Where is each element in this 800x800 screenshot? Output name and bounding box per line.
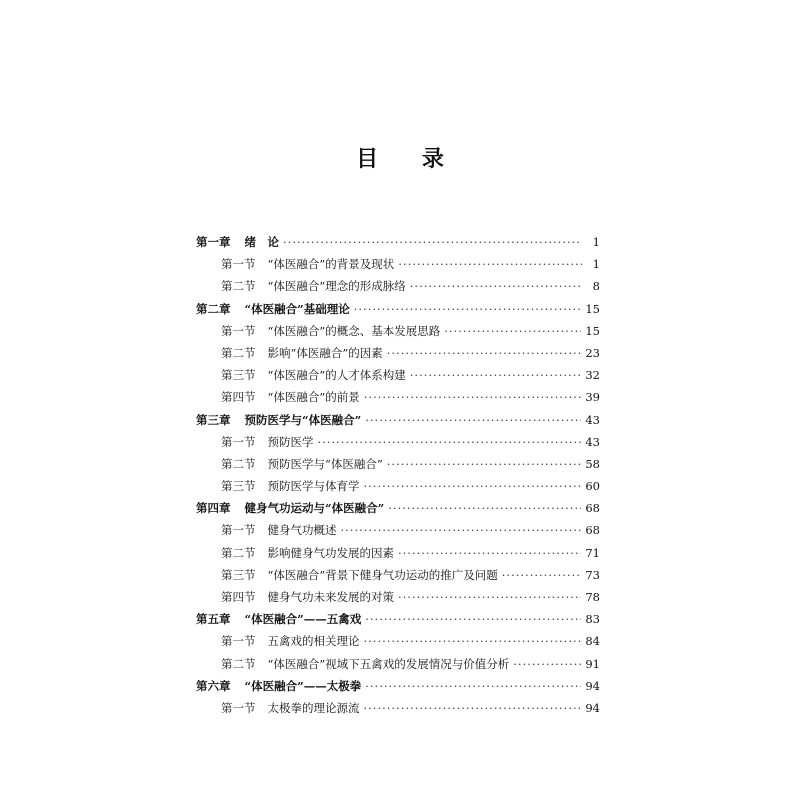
toc-entry-title: 健身气功概述: [267, 523, 337, 538]
toc-entry-label: 第一节: [221, 700, 256, 715]
toc-entry-page-number: 8: [592, 279, 600, 294]
dot-leader: [283, 231, 582, 253]
toc-entry-page-number: 71: [585, 545, 600, 560]
toc-entry-title: “体医融合”的人才体系构建: [267, 368, 406, 383]
toc-entry-title: 预防医学: [267, 434, 314, 449]
toc-entry-page-number: 15: [585, 323, 600, 338]
dot-leader: [398, 253, 582, 275]
toc-entry-label: 第一节: [221, 323, 256, 338]
toc-entry-page-number: 83: [585, 612, 600, 627]
toc-entry-title: “体医融合”的背景及现状: [267, 257, 395, 272]
toc-entry-title: “体医融合”基础理论: [244, 301, 350, 316]
dot-leader: [354, 298, 582, 320]
toc-entry-label: 第四节: [221, 390, 256, 405]
toc-entry-page-number: 91: [585, 656, 600, 671]
toc-entry-title: “体医融合”的前景: [267, 390, 360, 405]
toc-entry-label: 第二节: [221, 345, 256, 360]
dot-leader: [388, 497, 581, 519]
toc-entry-label: 第二节: [221, 656, 256, 671]
toc-entry-title: “体医融合”的概念、基本发展思路: [267, 323, 441, 338]
toc-entry-page-number: 39: [585, 390, 600, 405]
toc-entry-page-number: 84: [585, 634, 600, 649]
toc-section-entry: [196, 519, 600, 541]
toc-entry-label: 第三节: [221, 368, 256, 383]
toc-entry-title: 影响健身气功发展的因素: [267, 545, 394, 560]
toc-entry-label: 第三节: [221, 567, 256, 582]
toc-entry-title: 五禽戏的相关理论: [267, 634, 360, 649]
dot-leader: [364, 475, 582, 497]
toc-section-entry: [196, 586, 600, 608]
toc-entry-title: 绪 论: [244, 235, 279, 249]
dot-leader: [318, 431, 582, 453]
toc-entry-page-number: 68: [585, 501, 600, 516]
toc-section-entry: [196, 253, 600, 275]
dot-leader: [387, 453, 582, 475]
dot-leader: [365, 608, 581, 630]
toc-entry-label: 第二节: [221, 279, 256, 294]
toc-entry-label: 第五章: [196, 612, 231, 627]
toc-entry-title: 太极拳的理论源流: [267, 700, 360, 715]
toc-section-entry: [196, 564, 600, 586]
toc-entry-page-number: 73: [585, 567, 600, 582]
toc-entry-page-number: 94: [585, 678, 600, 693]
toc-entry-title: “体医融合”——五禽戏: [244, 612, 362, 627]
toc-entry-label: 第一节: [221, 634, 256, 649]
toc-chapter-entry: [196, 675, 600, 697]
toc-entry-title: 健身气功运动与“体医融合”: [244, 501, 385, 516]
dot-leader: [502, 564, 582, 586]
toc-entry-label: 第六章: [196, 678, 231, 693]
toc-entry-title: 预防医学与“体医融合”: [267, 456, 383, 471]
toc-entry-label: 第一节: [221, 257, 256, 272]
toc-entry-page-number: 23: [585, 345, 600, 360]
toc-entry-page-number: 1: [592, 257, 600, 272]
toc-entry-title: 预防医学与“体医融合”: [244, 412, 362, 427]
dot-leader: [398, 586, 581, 608]
toc-chapter-entry: [196, 497, 600, 519]
toc-entry-label: 第三节: [221, 479, 256, 494]
dot-leader: [364, 630, 582, 652]
toc-section-entry: [196, 542, 600, 564]
toc-chapter-entry: [196, 409, 600, 431]
toc-entry-title: 预防医学与体育学: [267, 479, 360, 494]
toc-entry-label: 第四章: [196, 501, 231, 516]
toc-entry-page-number: 68: [585, 523, 600, 538]
toc-entry-title: “体医融合”理念的形成脉络: [267, 279, 406, 294]
table-of-contents: [196, 231, 600, 719]
dot-leader: [444, 320, 581, 342]
toc-entry-label: 第三章: [196, 412, 231, 427]
toc-chapter-entry: [196, 298, 600, 320]
toc-section-entry: [196, 275, 600, 297]
page-title: 目 录: [356, 146, 462, 172]
dot-leader: [364, 386, 582, 408]
toc-entry-page-number: 15: [585, 301, 600, 316]
toc-section-entry: [196, 630, 600, 652]
toc-entry-title: “体医融合”背景下健身气功运动的推广及问题: [267, 567, 498, 582]
toc-entry-page-number: 43: [585, 434, 600, 449]
toc-section-entry: [196, 364, 600, 386]
toc-entry-label: 第一节: [221, 434, 256, 449]
toc-entry-label: 第一章: [196, 235, 231, 249]
toc-entry-page-number: 60: [585, 479, 600, 494]
toc-section-entry: [196, 320, 600, 342]
toc-section-entry: [196, 475, 600, 497]
toc-section-entry: [196, 697, 600, 719]
toc-entry-title: “体医融合”视域下五禽戏的发展情况与价值分析: [267, 656, 510, 671]
toc-entry-label: 第四节: [221, 590, 256, 604]
toc-entry-page-number: 43: [585, 412, 600, 427]
dot-leader: [365, 409, 581, 431]
toc-entry-page-number: 94: [585, 700, 600, 715]
toc-entry-label: 第二节: [221, 545, 256, 560]
toc-section-entry: [196, 386, 600, 408]
toc-chapter-entry: [196, 231, 600, 253]
dot-leader: [410, 364, 582, 386]
toc-section-entry: [196, 431, 600, 453]
dot-leader: [387, 342, 582, 364]
toc-section-entry: [196, 453, 600, 475]
dot-leader: [365, 675, 581, 697]
toc-entry-page-number: 1: [592, 235, 600, 249]
dot-leader: [364, 697, 582, 719]
toc-section-entry: [196, 342, 600, 364]
toc-entry-label: 第二章: [196, 301, 231, 316]
toc-entry-label: 第一节: [221, 523, 256, 538]
dot-leader: [341, 519, 582, 541]
toc-section-entry: [196, 653, 600, 675]
toc-chapter-entry: [196, 608, 600, 630]
dot-leader: [513, 653, 581, 675]
toc-entry-page-number: 78: [585, 590, 600, 604]
dot-leader: [410, 275, 582, 297]
dot-leader: [398, 542, 581, 564]
toc-entry-title: 健身气功未来发展的对策: [267, 590, 394, 604]
toc-entry-label: 第二节: [221, 456, 256, 471]
toc-entry-page-number: 58: [585, 456, 600, 471]
toc-entry-page-number: 32: [585, 368, 600, 383]
toc-entry-title: 影响“体医融合”的因素: [267, 345, 383, 360]
toc-entry-title: “体医融合”——太极拳: [244, 678, 362, 693]
